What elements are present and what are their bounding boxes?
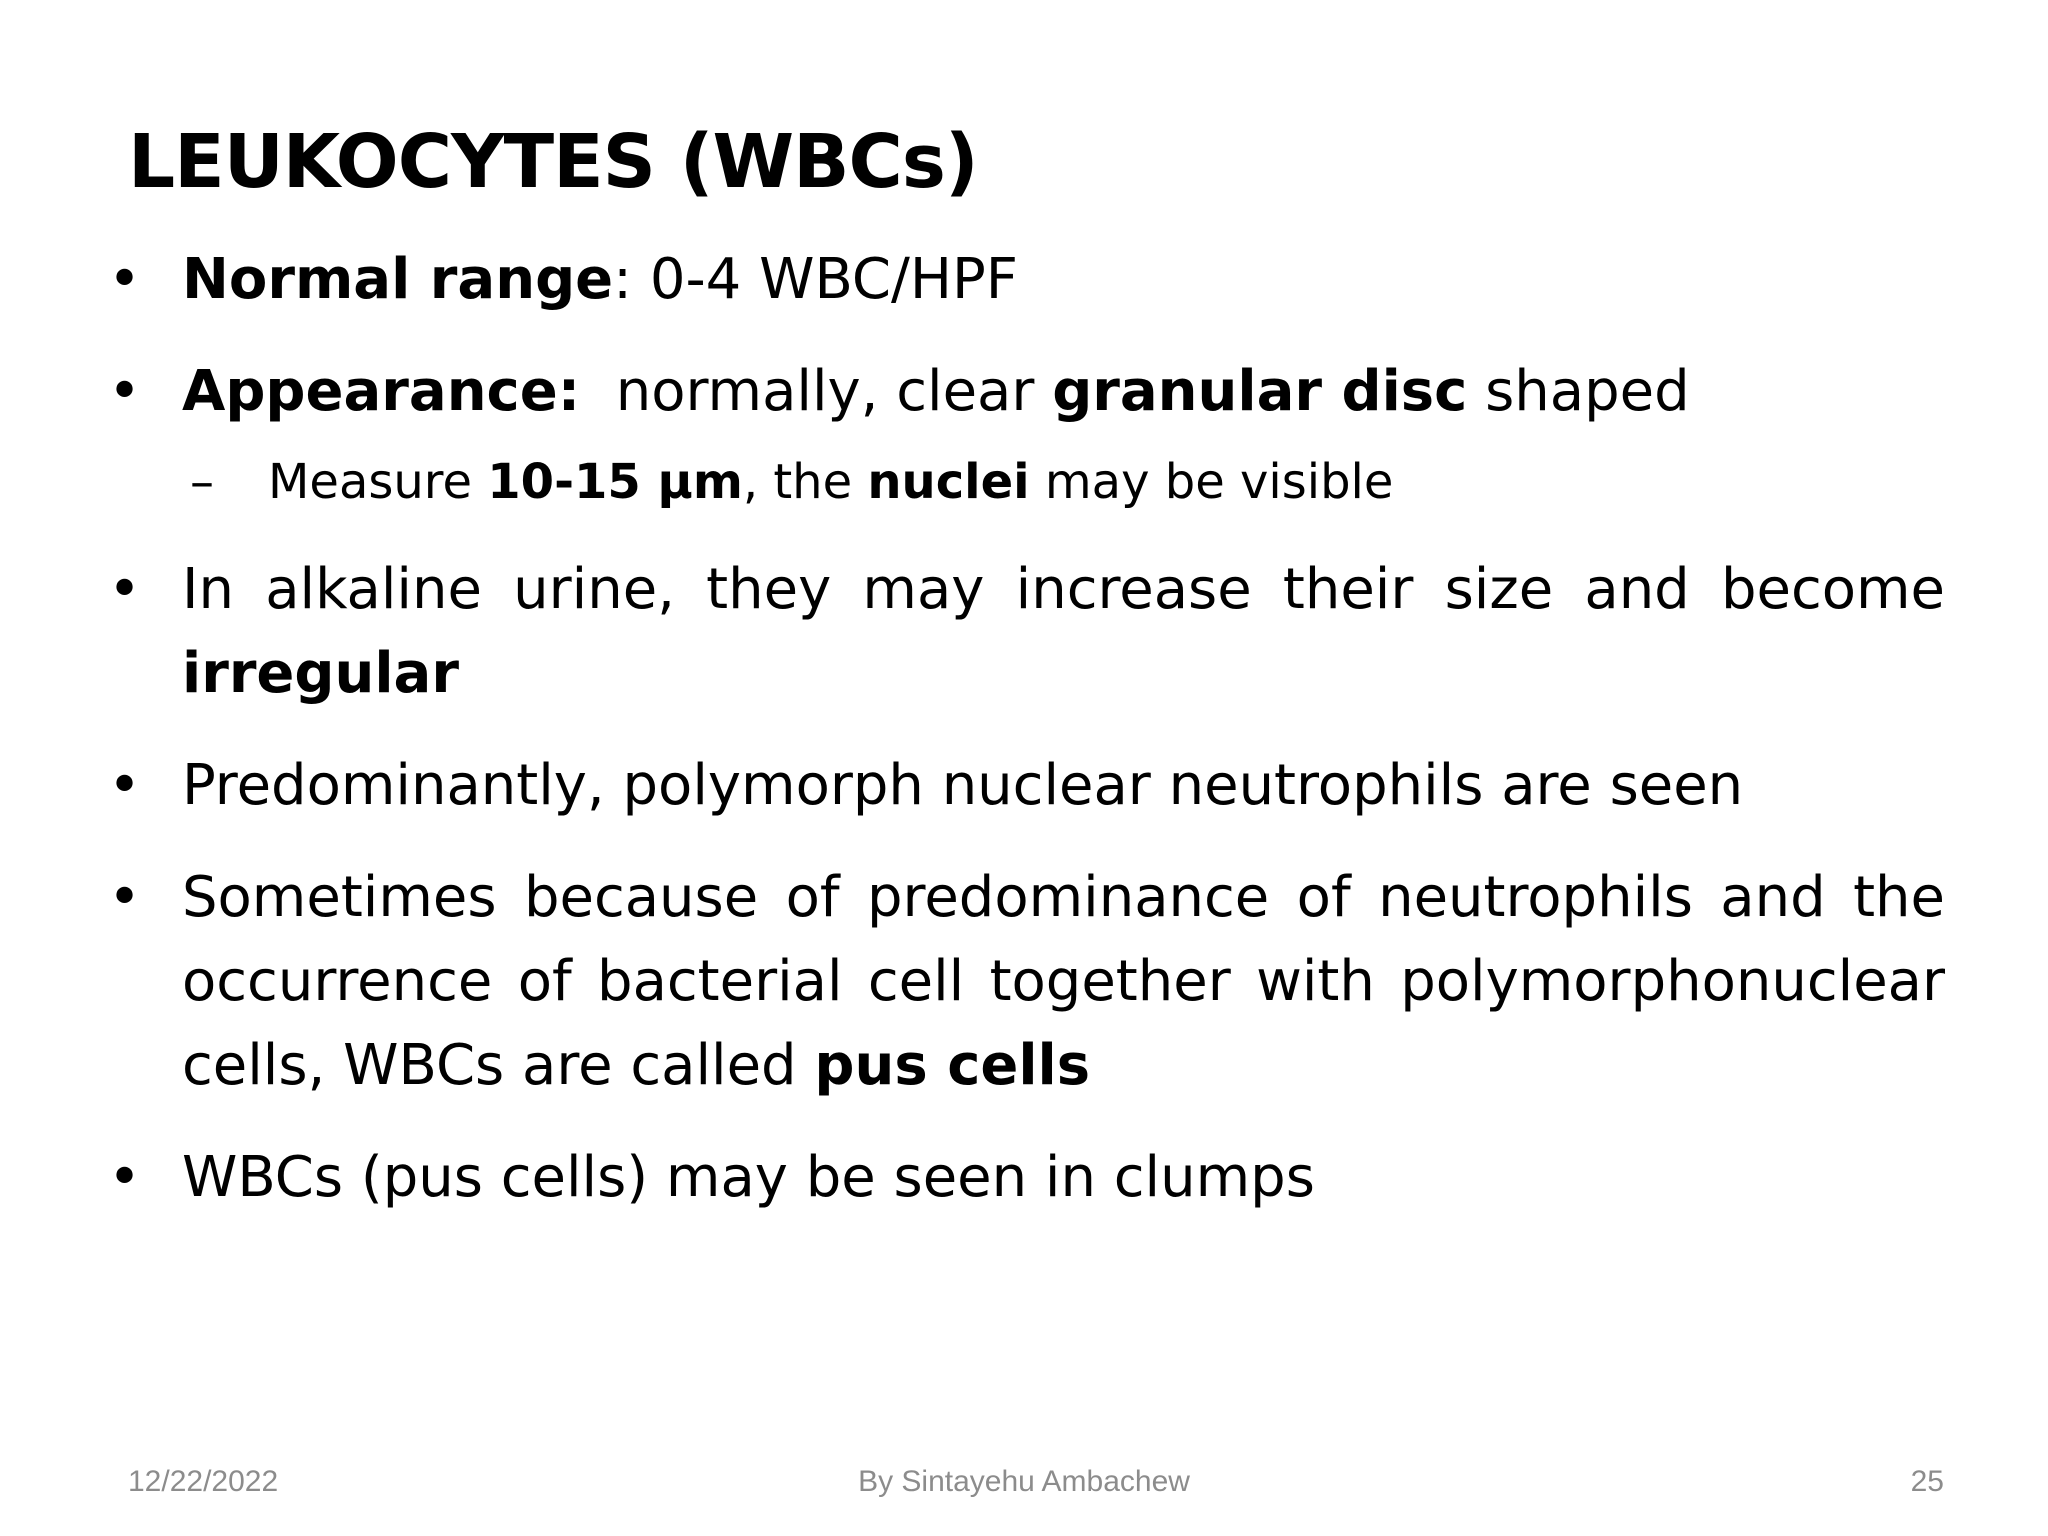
bullet-appearance [100,350,1945,434]
bullet-dot: • [108,247,142,312]
bullet-sometimes [100,856,1945,1108]
appearance-text: normally, clear [580,359,1053,424]
clumps-text: WBCs (pus cells) may be seen in clumps [182,1145,1315,1210]
bullet-normal-range [100,238,1945,322]
footer-author: By Sintayehu Ambachew [858,1465,1190,1498]
measure-text-mid: , the [742,454,868,510]
bullet-alkaline [100,548,1945,716]
bullet-predominantly [100,744,1945,828]
measure-text-end: may be visible [1029,454,1394,510]
measure-size: 10-15 µm [487,454,743,510]
sub-bullet-dash: – [190,454,214,510]
appearance-bold-shape: granular disc [1052,359,1468,424]
bullet-dot: • [108,753,142,818]
normal-range-separator: : [613,247,650,312]
normal-range-label: Normal range [182,247,614,312]
sub-bullet-measure [100,450,1945,514]
predominantly-text: Predominantly, polymorph nuclear neutrophils are seen [182,753,1744,818]
alkaline-text: In alkaline urine, they may increase their size and become [182,557,1945,622]
sometimes-pus-cells: pus cells [814,1033,1091,1098]
footer-page-number: 25 [1910,1465,1944,1498]
appearance-label: Appearance: [182,359,581,424]
measure-text: Measure [268,454,488,510]
bullet-dot: • [108,557,142,622]
bullet-clumps [100,1136,1945,1220]
bullet-dot: • [108,865,142,930]
normal-range-value: 0-4 WBC/HPF [649,247,1018,312]
slide-title: LEUKOCYTES (WBCs) [128,119,978,205]
measure-nuclei: nuclei [867,454,1030,510]
sometimes-text: Sometimes because of predominance of neutrophils and the occurrence of bacterial cell together with polymorphonuclear cells, WBCs are called [182,865,1945,1098]
bullet-dot: • [108,1145,142,1210]
footer-date: 12/22/2022 [128,1465,279,1498]
bullet-list [100,238,1945,1248]
appearance-text-end: shaped [1467,359,1690,424]
alkaline-irregular: irregular [182,641,459,706]
bullet-dot: • [108,359,142,424]
